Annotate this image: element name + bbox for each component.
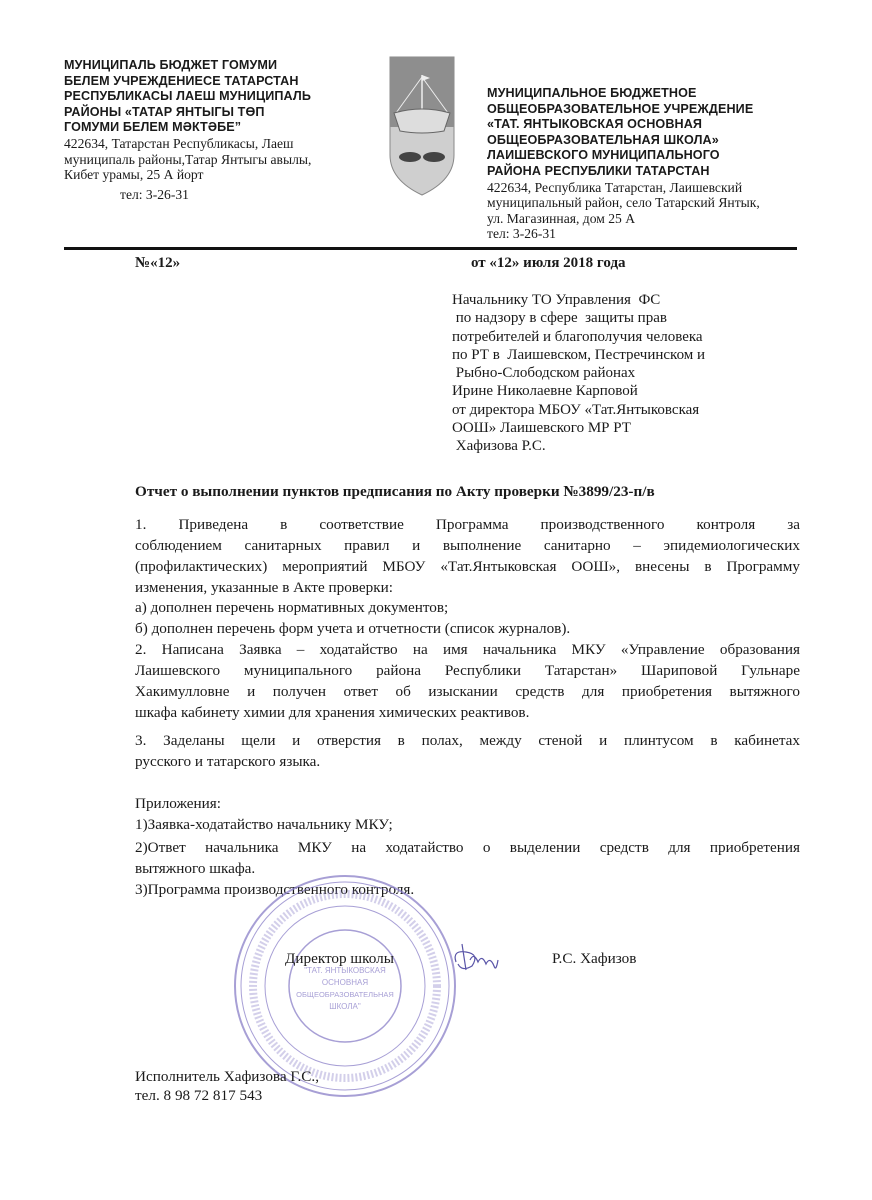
header-right [487, 86, 760, 242]
header-divider [64, 247, 797, 250]
signatory-position: Директор школы [285, 950, 394, 967]
signatory-name: Р.С. Хафизов [552, 950, 637, 967]
svg-text:ОСНОВНАЯ: ОСНОВНАЯ [321, 978, 369, 987]
org-name-tatar: РЕСПУБЛИКАСЫ ЛАЕШ МУНИЦИПАЛЬ [64, 89, 311, 104]
org-name-russian: ОБЩЕОБРАЗОВАТЕЛЬНАЯ ШКОЛА» [487, 132, 719, 147]
executor-phone: тел. 8 98 72 817 543 [135, 1087, 263, 1104]
addressee-line: по надзору в сфере защиты прав [452, 310, 667, 327]
header-left [64, 58, 311, 202]
org-name-tatar: МУНИЦИПАЛЬ БЮДЖЕТ ГОМУМИ [64, 58, 278, 72]
report-title: Отчет о выполнении пунктов предписания по Акту проверки №3899/23-п/в [135, 483, 655, 500]
org-name-russian: «ТАТ. ЯНТЫКОВСКАЯ ОСНОВНАЯ [487, 117, 703, 132]
handwritten-signature [452, 940, 502, 976]
body-line: 3. Заделаны щели и отверстия в полах, между стеной и плинтусом в кабинетах [135, 732, 800, 749]
body-line: изменения, указанные в Акте проверки: [135, 579, 393, 596]
body-line: русского и татарского языка. [135, 753, 321, 770]
svg-text:"ТАТ. ЯНТЫКОВСКАЯ: "ТАТ. ЯНТЫКОВСКАЯ [304, 966, 386, 975]
body-line: 3)Программа производственного контроля. [135, 881, 415, 898]
address-tatar: муниципаль районы,Татар Янтыгы авылы, [64, 151, 312, 167]
doc-number: №«12» [135, 255, 181, 271]
body-line: Приложения: [135, 795, 221, 812]
addressee-block [452, 291, 705, 456]
body-line: соблюдением санитарных правил и выполнение санитарно – эпидемиологических [135, 537, 800, 554]
org-name-russian: ЛАИШЕВСКОГО МУНИЦИПАЛЬНОГО [487, 148, 720, 163]
body-line: Хакимулловне и получен ответ об изыскании средств для приобретения вытяжного [135, 683, 800, 700]
phone-tatar: тел: 3-26-31 [120, 186, 189, 202]
address-tatar: 422634, Татарстан Республикасы, Лаеш [64, 135, 294, 151]
address-russian: ул. Магазинная, дом 25 А [487, 210, 636, 226]
addressee-line: потребителей и благополучия человека [452, 328, 703, 345]
addressee-line: Хафизова Р.С. [452, 438, 546, 455]
body-line: а) дополнен перечень нормативных документов; [135, 599, 449, 616]
addressee-line: по РТ в Лаишевском, Пестречинском и [452, 346, 706, 363]
addressee-line: Начальнику ТО Управления ФС [452, 292, 661, 308]
body-line: б) дополнен перечень форм учета и отчетности (список журналов). [135, 620, 571, 637]
executor-name: Исполнитель Хафизова Г.С., [135, 1068, 320, 1085]
address-russian: 422634, Республика Татарстан, Лаишевский [487, 179, 743, 195]
org-name-tatar: БЕЛЕМ УЧРЕЖДЕНИЕСЕ ТАТАРСТАН [64, 73, 299, 88]
body-line: шкафа кабинету химии для хранения химических реактивов. [135, 704, 530, 721]
body-line: 2)Ответ начальника МКУ на ходатайство о выделении средств для приобретения [135, 839, 800, 856]
coat-of-arms-logo [388, 55, 456, 200]
address-russian: муниципальный район, село Татарский Янтык, [487, 195, 760, 211]
org-name-russian: ОБЩЕОБРАЗОВАТЕЛЬНОЕ УЧРЕЖДЕНИЕ [487, 101, 754, 116]
addressee-line: Ирине Николаевне Карповой [452, 383, 638, 400]
addressee-line: от директора МБОУ «Тат.Янтыковская [452, 401, 700, 418]
body-line: 1. Приведена в соответствие Программа производственного контроля за [135, 516, 800, 533]
official-stamp [232, 873, 458, 1099]
org-name-tatar: РАЙОНЫ «ТАТАР ЯНТЫГЫ ТӨП [64, 104, 265, 119]
body-line: вытяжного шкафа. [135, 860, 256, 877]
address-tatar: Кибет урамы, 25 А йорт [64, 167, 204, 183]
svg-text:ШКОЛА": ШКОЛА" [329, 1002, 361, 1011]
body-line: (профилактических) мероприятий МБОУ «Тат.Янтыковская ООШ», внесены в Программу [135, 558, 800, 575]
addressee-line: ООШ» Лаишевского МР РТ [452, 420, 631, 437]
org-name-russian: МУНИЦИПАЛЬНОЕ БЮДЖЕТНОЕ [487, 86, 697, 100]
addressee-line: Рыбно-Слободском районах [452, 365, 636, 382]
org-name-tatar: ГОМУМИ БЕЛЕМ МӘКТӘБЕ” [64, 120, 242, 135]
doc-date: от «12» июля 2018 года [471, 255, 626, 271]
phone-russian: тел: 3-26-31 [487, 226, 556, 242]
svg-text:ОБЩЕОБРАЗОВАТЕЛЬНАЯ: ОБЩЕОБРАЗОВАТЕЛЬНАЯ [296, 990, 394, 999]
body-line: Лаишевского муниципального района Республики Татарстан» Шариповой Гульнаре [135, 662, 800, 679]
body-line: 1)Заявка-ходатайство начальнику МКУ; [135, 816, 393, 833]
org-name-russian: РАЙОНА РЕСПУБЛИКИ ТАТАРСТАН [487, 163, 710, 178]
body-line: 2. Написана Заявка – ходатайство на имя начальника МКУ «Управление образования [135, 641, 800, 658]
